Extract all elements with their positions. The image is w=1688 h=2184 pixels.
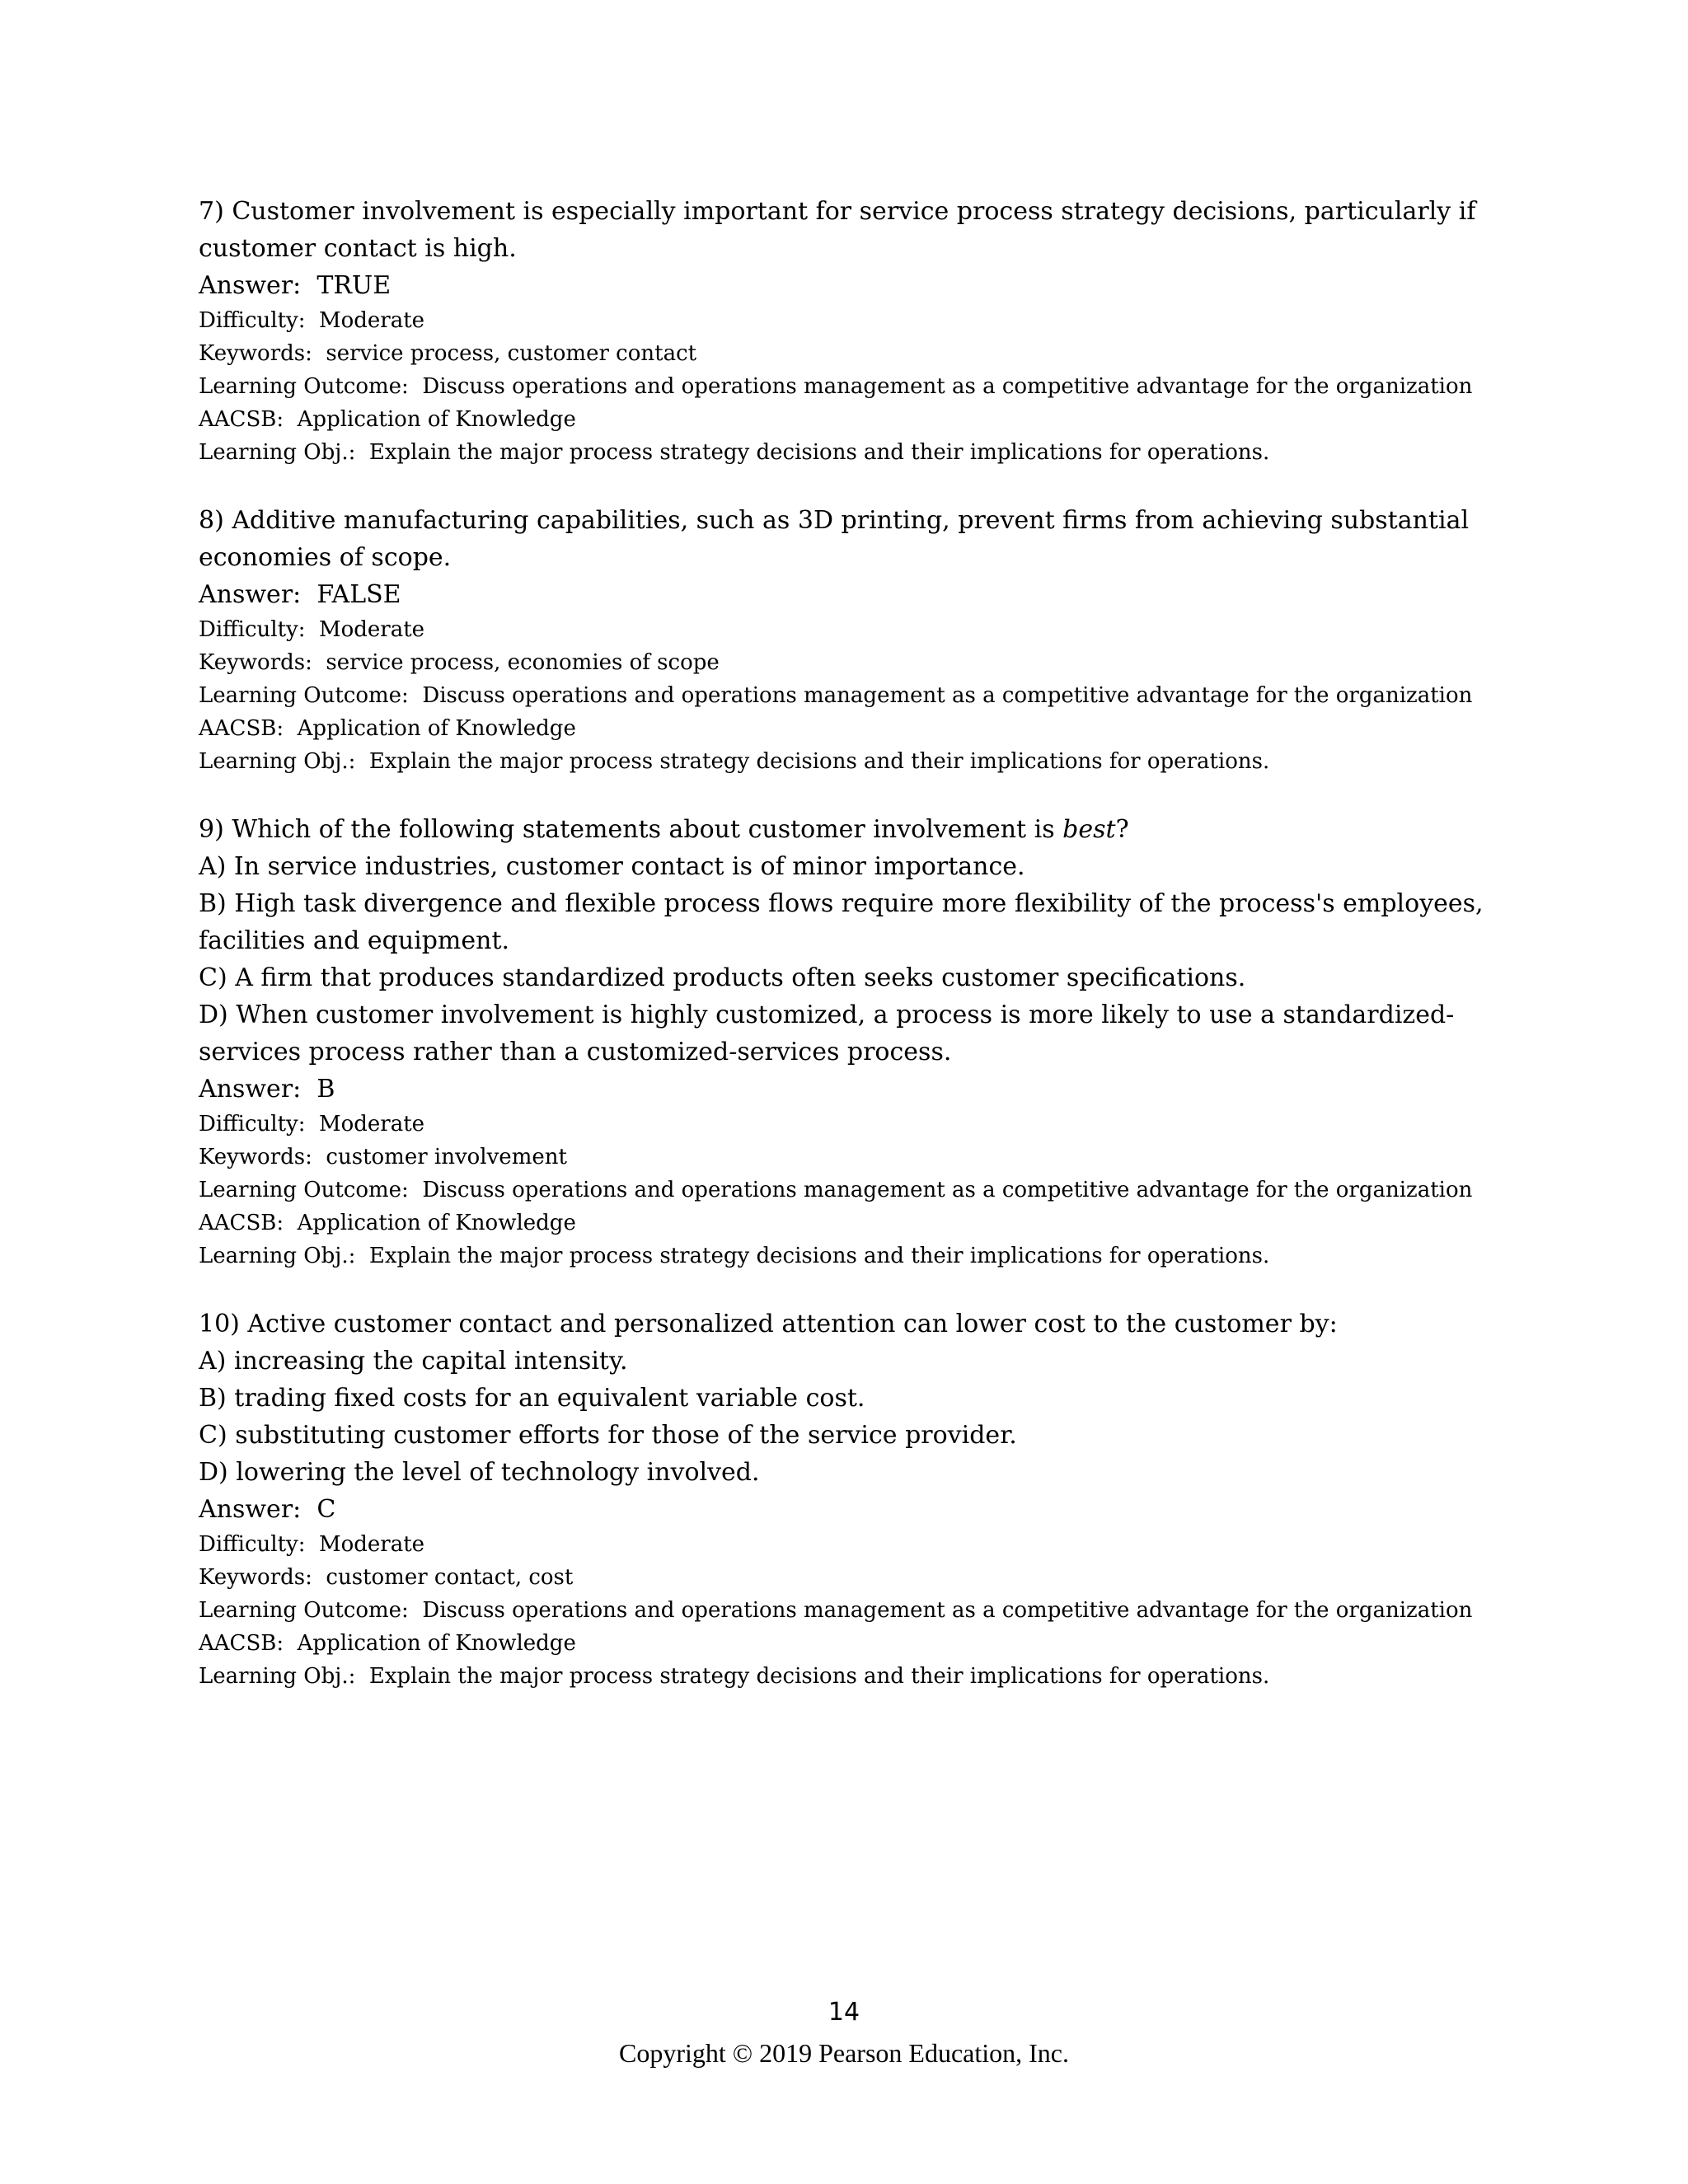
- option-d: D) When customer involvement is highly customized, a process is more likely to use a standardized-: [199, 1001, 1455, 1029]
- aacsb-line: AACSB: Application of Knowledge: [199, 407, 576, 432]
- learning-outcome-line: Learning Outcome: Discuss operations and operations management as a competitive advantage for the organization: [199, 1178, 1473, 1202]
- question-9: [199, 811, 1509, 1272]
- answer-line: Answer: FALSE: [199, 580, 401, 609]
- difficulty-line: Difficulty: Moderate: [199, 1112, 425, 1137]
- answer-line: Answer: TRUE: [199, 271, 392, 300]
- keywords-line: Keywords: customer involvement: [199, 1145, 567, 1169]
- option-d: D) lowering the level of technology involved.: [199, 1458, 760, 1487]
- answer-line: Answer: C: [199, 1495, 336, 1524]
- learning-obj-line: Learning Obj.: Explain the major process strategy decisions and their implications for operations.: [199, 1664, 1270, 1689]
- aacsb-line: AACSB: Application of Knowledge: [199, 716, 576, 741]
- question-stem-line: 7) Customer involvement is especially important for service process strategy decisions, particularly if: [199, 197, 1476, 226]
- learning-obj-line: Learning Obj.: Explain the major process strategy decisions and their implications for operations.: [199, 440, 1270, 465]
- stem-prefix: 9) Which of the following statements about customer involvement is: [199, 815, 1063, 844]
- learning-obj-line: Learning Obj.: Explain the major process strategy decisions and their implications for operations.: [199, 1244, 1270, 1268]
- question-stem-line: economies of scope.: [199, 543, 452, 572]
- question-stem-line: customer contact is high.: [199, 234, 517, 263]
- option-b-continued: facilities and equipment.: [199, 926, 510, 955]
- keywords-line: Keywords: service process, economies of scope: [199, 650, 720, 675]
- aacsb-line: AACSB: Application of Knowledge: [199, 1631, 576, 1656]
- learning-obj-line: Learning Obj.: Explain the major process strategy decisions and their implications for operations.: [199, 749, 1270, 774]
- question-stem-line: 10) Active customer contact and personalized attention can lower cost to the customer by:: [199, 1310, 1338, 1338]
- aacsb-line: AACSB: Application of Knowledge: [199, 1211, 576, 1235]
- learning-outcome-line: Learning Outcome: Discuss operations and operations management as a competitive advantage for the organization: [199, 374, 1473, 399]
- question-stem-line: 8) Additive manufacturing capabilities, such as 3D printing, prevent firms from achieving substantial: [199, 506, 1470, 535]
- learning-outcome-line: Learning Outcome: Discuss operations and operations management as a competitive advantage for the organization: [199, 683, 1473, 708]
- option-c: C) substituting customer efforts for those of the service provider.: [199, 1421, 1017, 1450]
- learning-outcome-line: Learning Outcome: Discuss operations and operations management as a competitive advantage for the organization: [199, 1598, 1473, 1623]
- question-8: [199, 502, 1509, 778]
- answer-line: Answer: B: [199, 1075, 335, 1104]
- keywords-line: Keywords: customer contact, cost: [199, 1565, 574, 1590]
- question-7: [199, 193, 1509, 469]
- option-c: C) A firm that produces standardized products often seeks customer specifications.: [199, 963, 1246, 992]
- stem-emphasis: best: [1062, 815, 1116, 844]
- question-list: [199, 193, 1509, 1726]
- copyright-notice: Copyright © 2019 Pearson Education, Inc.: [619, 2038, 1069, 2068]
- difficulty-line: Difficulty: Moderate: [199, 617, 425, 642]
- stem-suffix: ?: [1115, 815, 1129, 844]
- difficulty-line: Difficulty: Moderate: [199, 308, 425, 333]
- question-10: [199, 1305, 1509, 1693]
- keywords-line: Keywords: service process, customer contact: [199, 341, 697, 366]
- option-d-continued: services process rather than a customized-services process.: [199, 1038, 952, 1066]
- difficulty-line: Difficulty: Moderate: [199, 1532, 425, 1557]
- question-stem-line: [199, 811, 1509, 848]
- option-b: B) trading fixed costs for an equivalent variable cost.: [199, 1384, 865, 1413]
- option-a: A) increasing the capital intensity.: [199, 1347, 628, 1376]
- option-b: B) High task divergence and flexible process flows require more flexibility of the process's employees,: [199, 889, 1484, 918]
- page-number: 14: [828, 1998, 860, 2027]
- option-a: A) In service industries, customer contact is of minor importance.: [199, 852, 1025, 881]
